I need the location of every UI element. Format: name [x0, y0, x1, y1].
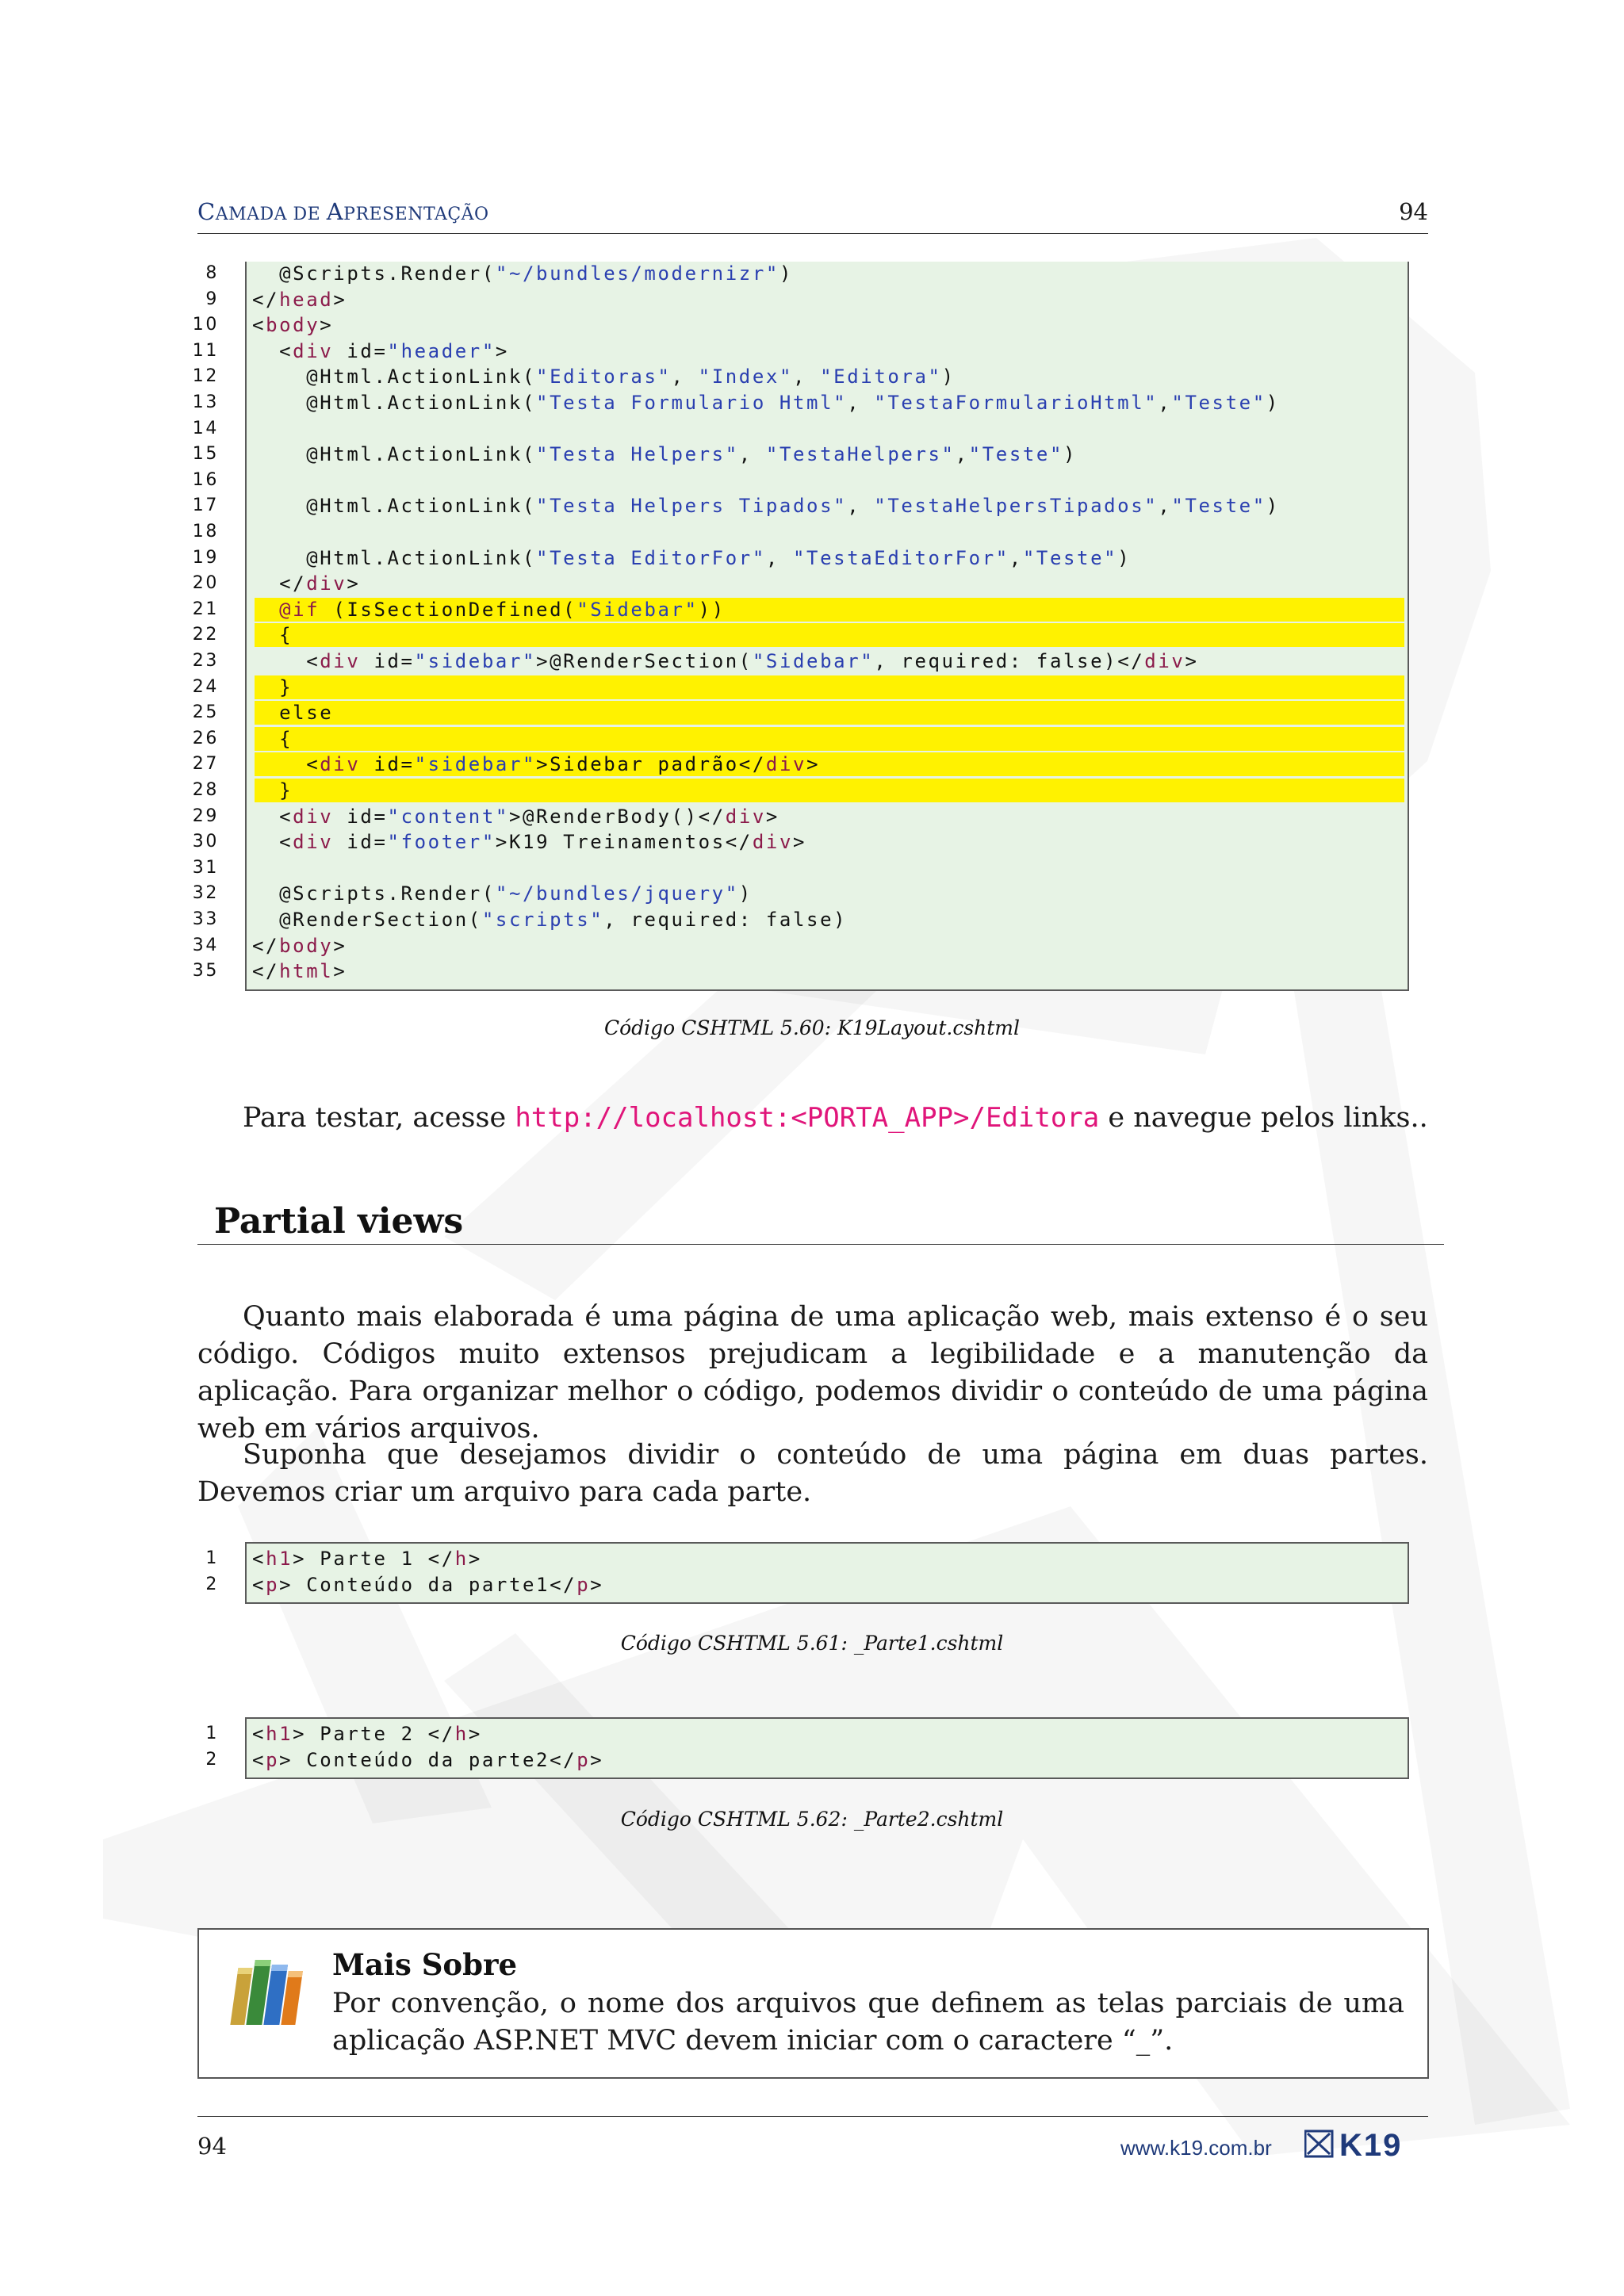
line-number: 32: [192, 883, 219, 904]
line-number: 31: [192, 857, 219, 878]
code-line: @Html.ActionLink("Testa Helpers Tipados", "TestaHelpersTipados","Teste"): [252, 495, 1280, 518]
code-line: <div id="header">: [252, 339, 509, 362]
code-line: <div id="content">@RenderBody()</div>: [252, 805, 779, 828]
logo-text: K19: [1339, 2128, 1403, 2160]
line-number: 15: [192, 444, 219, 465]
code-line: {: [252, 727, 293, 750]
line-number: 8: [205, 263, 219, 283]
footer-url[interactable]: www.k19.com.br: [1120, 2136, 1272, 2160]
code-line: @Html.ActionLink("Editoras", "Index", "Editora"): [252, 365, 956, 388]
line-number: 26: [192, 728, 219, 748]
line-number: 11: [192, 340, 219, 361]
paragraph-1: Quanto mais elaborada é uma página de uma aplicação web, mais extenso é o seu código. Códigos muito extensos prejudicam a legibilidade e a manutenção da aplicação. Para organizar melhor o código, podemos dividir o conteúdo de uma página web em vários arquivos.: [197, 1301, 1428, 1445]
code-line: </html>: [252, 960, 347, 983]
line-number: 14: [192, 418, 219, 438]
code-line: @Scripts.Render("~/bundles/modernizr"): [252, 262, 793, 285]
code-line: <p> Conteúdo da parte1</p>: [252, 1573, 604, 1596]
line-number: 34: [192, 935, 219, 955]
line-number: 21: [192, 599, 219, 619]
code-line: <p> Conteúdo da parte2</p>: [252, 1748, 604, 1771]
line-number: 17: [192, 496, 219, 516]
test-paragraph: Para testar, acesse http://localhost:<PORTA_APP>/Editora e navegue pelos links..: [243, 1102, 1428, 1134]
highlighted-line: [255, 779, 1404, 802]
line-number: 2: [205, 1749, 219, 1770]
code-line: @Html.ActionLink("Testa Formulario Html", "TestaFormularioHtml","Teste"): [252, 392, 1280, 414]
line-number: 22: [192, 625, 219, 645]
code-line: </head>: [252, 288, 347, 311]
highlighted-line: [255, 623, 1404, 647]
section-title: Partial views: [214, 1201, 464, 1242]
code-line: {: [252, 624, 293, 647]
code-line: <body>: [252, 314, 334, 337]
line-number: 1: [205, 1724, 219, 1743]
code-line: @RenderSection("scripts", required: false): [252, 909, 848, 931]
paragraph-2: Suponha que desejamos dividir o conteúdo de uma página em duas partes. Devemos criar um arquivo para cada parte.: [197, 1439, 1428, 1508]
code-caption-parte2: Código CSHTML 5.62: _Parte2.cshtml: [620, 1808, 1004, 1831]
code-line: @if (IsSectionDefined("Sidebar")): [279, 598, 726, 621]
line-number: 27: [192, 754, 219, 775]
line-number: 13: [192, 392, 219, 412]
line-number: 30: [192, 832, 219, 852]
line-number: 35: [192, 961, 219, 982]
code-caption-layout: Código CSHTML 5.60: K19Layout.cshtml: [603, 1016, 1021, 1039]
line-number: 19: [192, 547, 219, 568]
line-number: 24: [192, 676, 219, 697]
footer-page-number: 94: [197, 2133, 227, 2160]
code-line: }: [252, 779, 293, 802]
header-rule: [197, 233, 1428, 234]
note-text: Por convenção, o nome dos arquivos que definem as telas parciais de uma aplicação ASP.NET MVC devem iniciar com o caractere “_”.: [332, 1988, 1404, 2057]
line-number: 12: [192, 366, 219, 387]
line-number: 9: [205, 289, 219, 309]
highlighted-line: [255, 727, 1404, 751]
line-number: 28: [192, 780, 219, 800]
mais-sobre-box: [197, 1928, 1429, 2079]
code-line: else: [252, 702, 334, 725]
line-number: 33: [192, 909, 219, 929]
code-line: }: [252, 675, 293, 698]
code-line: @Html.ActionLink("Testa Helpers", "TestaHelpers","Teste"): [252, 443, 1078, 466]
header-page-number: 94: [1399, 198, 1428, 225]
line-number: 1: [205, 1548, 219, 1568]
code-line: <div id="sidebar">@RenderSection("Sidebar", required: false)</div>: [252, 650, 1199, 672]
footer-rule: [197, 2116, 1428, 2117]
highlighted-line: [255, 701, 1404, 725]
line-number: 23: [192, 651, 219, 671]
section-rule: [197, 1244, 1444, 1245]
chapter-header: CAMADA DE APRESENTAÇÃO: [197, 198, 489, 225]
code-line: <h1> Parte 2 </h>: [252, 1723, 482, 1745]
k19-logo: [1304, 2128, 1428, 2160]
line-number: 10: [192, 315, 219, 335]
line-number: 20: [192, 573, 219, 594]
code-line: <h1> Parte 1 </h>: [252, 1548, 482, 1570]
localhost-link[interactable]: http://localhost:<PORTA_APP>/Editora: [515, 1102, 1100, 1134]
code-caption-parte1: Código CSHTML 5.61: _Parte1.cshtml: [620, 1632, 1004, 1655]
code-line: <div id="footer">K19 Treinamentos</div>: [252, 831, 807, 854]
line-number: 29: [192, 806, 219, 826]
books-icon: [229, 1954, 305, 2033]
code-line: @Html.ActionLink("Testa EditorFor", "TestaEditorFor","Teste"): [252, 546, 1132, 569]
code-line: <div id="sidebar">Sidebar padrão</div>: [252, 753, 821, 776]
line-number: 16: [192, 469, 219, 490]
code-line: @Scripts.Render("~/bundles/jquery"): [252, 882, 753, 905]
note-title: Mais Sobre: [332, 1947, 518, 1982]
line-number: 2: [205, 1574, 219, 1594]
code-line: </div>: [252, 572, 361, 595]
highlighted-line: [255, 675, 1404, 699]
line-number: 25: [192, 702, 219, 723]
code-line: </body>: [252, 934, 347, 957]
line-number: 18: [192, 522, 219, 541]
